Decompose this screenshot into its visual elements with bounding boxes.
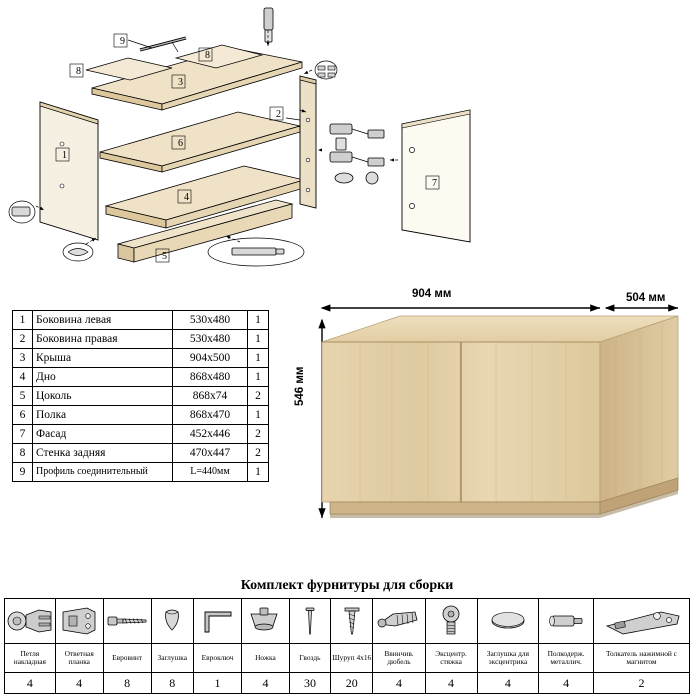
euro-screw-icon xyxy=(104,600,150,642)
kit-item-name: Эксцентр. стяжка xyxy=(425,644,477,673)
part-index: 8 xyxy=(13,444,33,463)
part-size: 904х500 xyxy=(173,349,248,368)
kit-item-qty: 4 xyxy=(539,673,594,694)
nail-icon xyxy=(295,600,325,642)
table-row xyxy=(13,444,269,463)
part-shelf xyxy=(100,112,300,172)
magnet-catch-icon xyxy=(599,600,685,642)
part-qty: 1 xyxy=(248,406,269,425)
hinge-plate-icon xyxy=(57,600,101,642)
part-qty: 1 xyxy=(248,349,269,368)
kit-icons-row xyxy=(5,599,690,644)
table-row xyxy=(13,406,269,425)
kit-item-qty: 4 xyxy=(373,673,425,694)
part-name: Стенка задняя xyxy=(33,444,173,463)
part-name: Боковина правая xyxy=(33,330,173,349)
kit-cell-icon xyxy=(5,599,56,644)
cabinet-render xyxy=(294,286,690,548)
part-index: 2 xyxy=(13,330,33,349)
part-size: 530х480 xyxy=(173,330,248,349)
kit-item-name: Ответная планка xyxy=(55,644,103,673)
kit-item-name: Заглушка для эксцентрика xyxy=(477,644,539,673)
hardware-kit-table xyxy=(4,598,690,694)
part-name: Фасад xyxy=(33,425,173,444)
part-size: 868х480 xyxy=(173,368,248,387)
kit-cell-icon xyxy=(151,599,193,644)
part-connector-profile xyxy=(140,38,186,50)
kit-item-qty: 4 xyxy=(477,673,539,694)
kit-cell-icon xyxy=(194,599,242,644)
cam-lock-icon xyxy=(431,600,471,642)
part-index: 6 xyxy=(13,406,33,425)
part-index: 1 xyxy=(13,311,33,330)
euro-key-icon xyxy=(195,600,241,642)
kit-cell-icon xyxy=(477,599,539,644)
callout-4: 4 xyxy=(184,192,189,203)
kit-item-qty: 1 xyxy=(194,673,242,694)
callout-8a: 8 xyxy=(76,66,81,77)
part-qty: 1 xyxy=(248,463,269,482)
kit-item-qty: 8 xyxy=(151,673,193,694)
part-index: 4 xyxy=(13,368,33,387)
part-side-left xyxy=(40,102,98,240)
table-row xyxy=(13,425,269,444)
kit-item-qty: 20 xyxy=(331,673,373,694)
kit-item-name: Шуруп 4х16 xyxy=(331,644,373,673)
screw-hardware-cluster xyxy=(315,61,337,79)
kit-cell-icon xyxy=(539,599,594,644)
table-row xyxy=(13,349,269,368)
part-qty: 2 xyxy=(248,444,269,463)
part-size: 470х447 xyxy=(173,444,248,463)
part-size: 452х446 xyxy=(173,425,248,444)
part-qty: 1 xyxy=(248,330,269,349)
kit-item-name: Ножка xyxy=(241,644,289,673)
leg-icon xyxy=(243,600,287,642)
part-qty: 2 xyxy=(248,425,269,444)
part-index: 7 xyxy=(13,425,33,444)
depth-label: 504 мм xyxy=(626,292,666,304)
kit-item-name: Евровинт xyxy=(103,644,151,673)
euro-key-hardware xyxy=(208,238,304,266)
kit-item-qty: 4 xyxy=(241,673,289,694)
part-name: Цоколь xyxy=(33,387,173,406)
width-label: 904 мм xyxy=(412,288,452,300)
height-label: 546 мм xyxy=(294,366,306,406)
hinge-overlay-icon xyxy=(5,600,55,642)
part-index: 5 xyxy=(13,387,33,406)
part-name: Профиль соединительный xyxy=(33,463,173,482)
kit-cell-icon xyxy=(594,599,690,644)
exploded-assembly-diagram xyxy=(0,0,694,282)
shelf-support-icon xyxy=(542,600,590,642)
part-qty: 2 xyxy=(248,387,269,406)
callout-1: 1 xyxy=(62,150,67,161)
callout-9: 9 xyxy=(120,36,125,47)
dowel-hardware xyxy=(264,8,273,42)
part-name: Боковина левая xyxy=(33,311,173,330)
callout-8b: 8 xyxy=(205,50,210,61)
kit-cell-icon xyxy=(289,599,330,644)
kit-item-qty: 4 xyxy=(425,673,477,694)
table-row xyxy=(13,463,269,482)
kit-title: Комплект фурнитуры для сборки xyxy=(240,578,454,593)
kit-item-qty: 4 xyxy=(5,673,56,694)
kit-qty-row xyxy=(5,673,690,694)
kit-item-name: Толкатель нажимной с магнитом xyxy=(594,644,690,673)
kit-item-qty: 30 xyxy=(289,673,330,694)
kit-item-name: Ввинчив. дюбель xyxy=(373,644,425,673)
part-size: L=440мм xyxy=(173,463,248,482)
screw-icon xyxy=(335,600,369,642)
callout-2: 2 xyxy=(276,109,281,120)
table-row xyxy=(13,330,269,349)
kit-item-name: Петля накладная xyxy=(5,644,56,673)
table-row xyxy=(13,368,269,387)
callout-5: 5 xyxy=(162,251,167,262)
kit-item-qty: 4 xyxy=(55,673,103,694)
part-index: 3 xyxy=(13,349,33,368)
table-row xyxy=(13,311,269,330)
part-name: Дно xyxy=(33,368,173,387)
part-size: 868х470 xyxy=(173,406,248,425)
callout-7: 7 xyxy=(432,178,437,189)
kit-cell-icon xyxy=(103,599,151,644)
cam-cap-icon xyxy=(481,600,535,642)
kit-cell-icon xyxy=(331,599,373,644)
part-size: 530х480 xyxy=(173,311,248,330)
part-index: 9 xyxy=(13,463,33,482)
kit-item-name: Заглушка xyxy=(151,644,193,673)
kit-cell-icon xyxy=(425,599,477,644)
part-name: Крыша xyxy=(33,349,173,368)
part-qty: 1 xyxy=(248,368,269,387)
kit-cell-icon xyxy=(241,599,289,644)
dowel-screw-icon xyxy=(373,600,425,642)
kit-item-name: Гвоздь xyxy=(289,644,330,673)
kit-item-qty: 2 xyxy=(594,673,690,694)
kit-item-name: Полкодерж. металлич. xyxy=(539,644,594,673)
kit-cell-icon xyxy=(55,599,103,644)
hinge-hardware-cluster xyxy=(330,124,384,184)
kit-names-row xyxy=(5,644,690,673)
table-row xyxy=(13,387,269,406)
part-side-right xyxy=(300,76,316,208)
parts-table xyxy=(12,310,269,482)
kit-item-qty: 8 xyxy=(103,673,151,694)
callout-3: 3 xyxy=(178,77,183,88)
kit-item-name: Евроключ xyxy=(194,644,242,673)
part-size: 868х74 xyxy=(173,387,248,406)
callout-6: 6 xyxy=(178,138,183,149)
part-qty: 1 xyxy=(248,311,269,330)
kit-cell-icon xyxy=(373,599,425,644)
part-name: Полка xyxy=(33,406,173,425)
cabinet-body xyxy=(322,316,678,518)
cap-icon xyxy=(154,600,190,642)
